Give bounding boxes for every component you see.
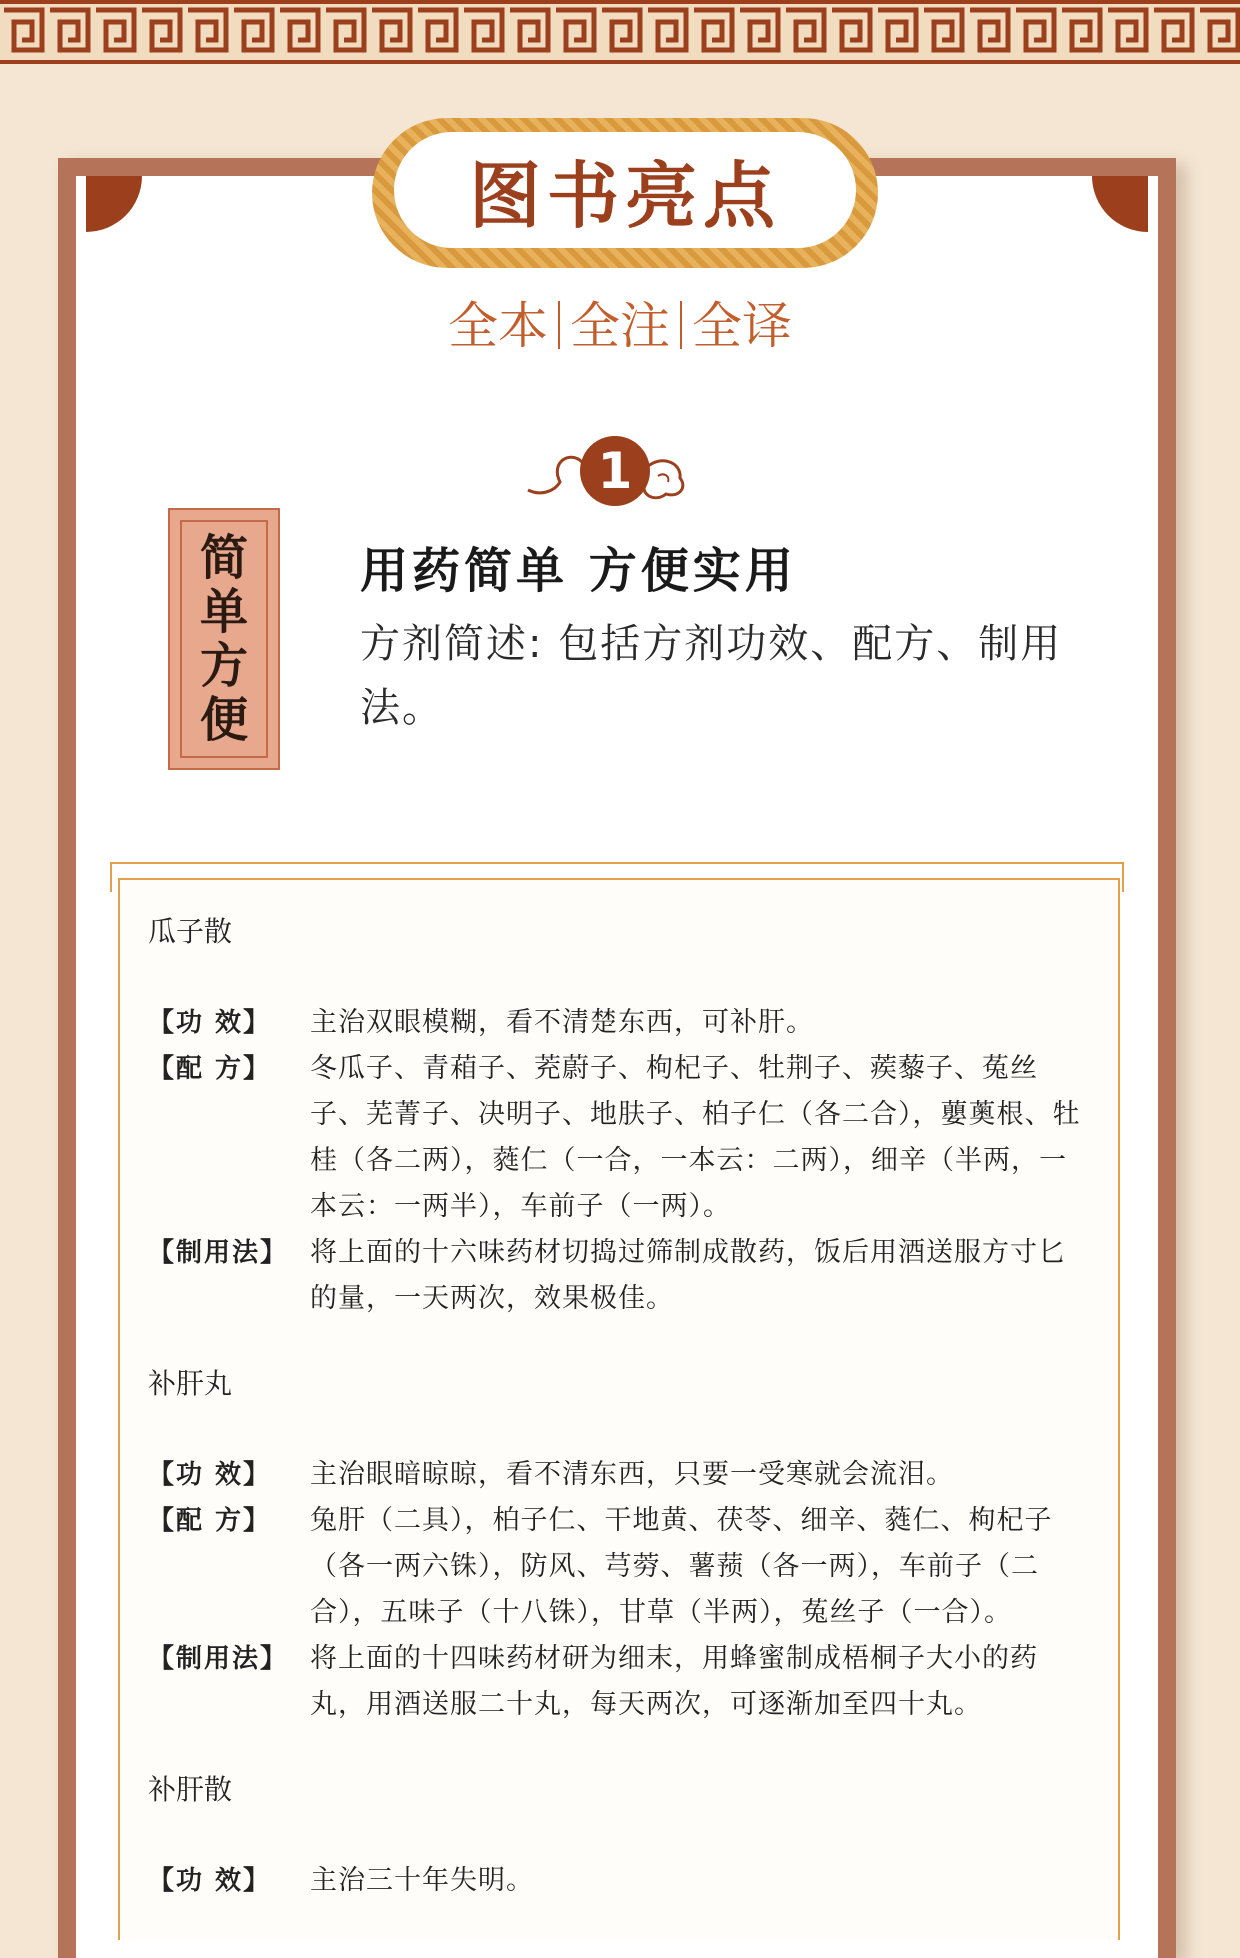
row-text: 主治三十年失明。	[310, 1865, 534, 1896]
row-label: 【制用法】	[148, 1238, 289, 1268]
section-heading: 用药简单 方便实用	[360, 543, 797, 599]
recipe	[148, 1362, 1088, 1728]
recipe-name: 瓜子散	[148, 915, 233, 948]
subtitle-divider	[680, 301, 682, 349]
recipe	[148, 1768, 1088, 1904]
title-badge-pill	[394, 132, 856, 248]
side-label	[168, 508, 280, 770]
recipe-row	[148, 1636, 1088, 1728]
side-label-char: 便	[199, 692, 248, 748]
recipe-list	[148, 910, 1088, 1944]
subtitle-divider	[558, 301, 560, 349]
row-label: 【功 效】	[148, 1866, 272, 1896]
row-text: 兔肝（二具），柏子仁、干地黄、茯苓、细辛、蕤仁、枸杞子（各一两六铢），防风、芎䓖、薯蓣（各一两），车前子（二合），五味子（十八铢），甘草（半两），菟丝子（一合）。	[310, 1505, 1053, 1628]
row-text: 将上面的十四味药材研为细末，用蜂蜜制成梧桐子大小的药丸，用酒送服二十丸，每天两次，可逐渐加至四十丸。	[310, 1643, 1038, 1720]
row-label: 【功 效】	[148, 1008, 272, 1038]
title-badge	[372, 118, 878, 268]
side-label-inner	[180, 520, 268, 758]
subtitle-item: 全注	[570, 297, 670, 355]
row-text: 主治眼暗晾晾，看不清东西，只要一受寒就会流泪。	[310, 1459, 954, 1490]
recipe-row	[148, 1498, 1088, 1636]
subtitle-item: 全译	[692, 297, 792, 355]
recipe-name: 补肝散	[148, 1773, 233, 1806]
section-number: 1	[580, 436, 650, 506]
subtitle-item: 全本	[448, 297, 548, 355]
recipe-row	[148, 1230, 1088, 1322]
section-number-emblem	[520, 432, 700, 512]
recipe-name: 补肝丸	[148, 1367, 233, 1400]
side-label-char: 单	[199, 584, 248, 640]
row-text: 主治双眼模糊，看不清楚东西，可补肝。	[310, 1007, 814, 1038]
recipe-row	[148, 1046, 1088, 1230]
row-label: 【配 方】	[148, 1506, 272, 1536]
row-text: 将上面的十六味药材切捣过筛制成散药，饭后用酒送服方寸匕的量，一天两次，效果极佳。	[310, 1237, 1066, 1314]
section-description: 方剂简述: 包括方剂功效、配方、制用法。	[360, 621, 1063, 731]
row-label: 【制用法】	[148, 1644, 289, 1674]
recipe-row	[148, 1452, 1088, 1498]
side-label-char: 方	[199, 638, 248, 694]
subtitle	[0, 286, 1240, 358]
page-title: 图书亮点	[468, 154, 781, 238]
top-fret-border	[0, 0, 1240, 64]
side-label-char: 简	[199, 530, 248, 586]
recipe-row	[148, 1858, 1088, 1904]
recipe	[148, 910, 1088, 1322]
row-text: 冬瓜子、青葙子、茺蔚子、枸杞子、牡荆子、蒺藜子、菟丝子、芜菁子、决明子、地肤子、柏子仁（各二合），蘡薁根、牡桂（各二两），蕤仁（一合，一本云：二两），细辛（半两，一本云：一两半），车前子（一两）。	[310, 1053, 1081, 1222]
recipe-row	[148, 1000, 1088, 1046]
row-label: 【配 方】	[148, 1054, 272, 1084]
row-label: 【功 效】	[148, 1460, 272, 1490]
